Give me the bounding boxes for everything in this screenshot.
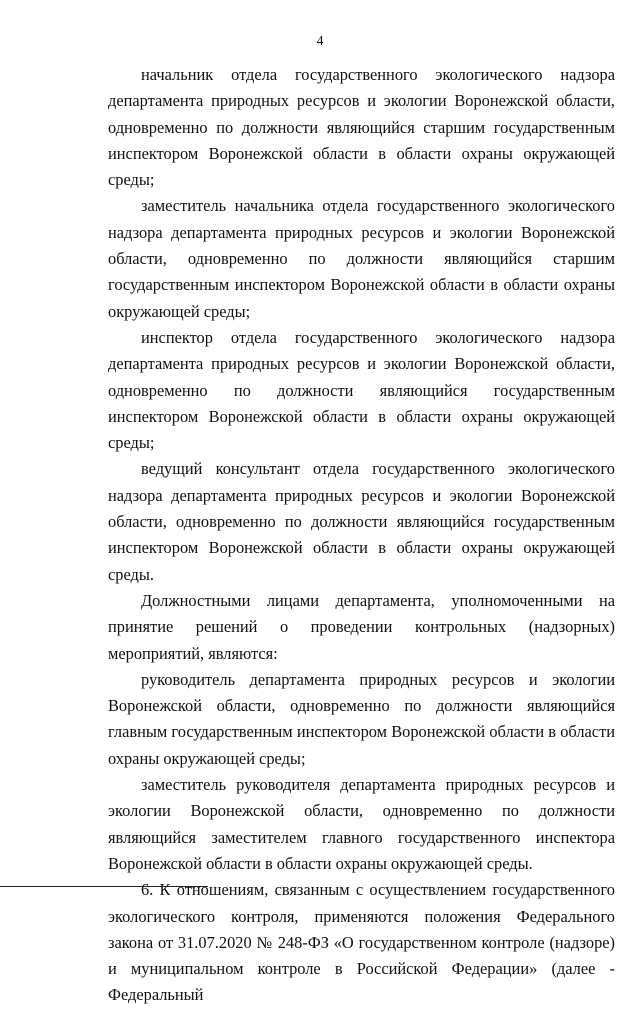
paragraph-department-head: руководитель департамента природных ресурсов и экологии Воронежской области, одновременно по должности являющийся главным государственным инспектором Воронежской области в области охраны окружающей среды; [108, 669, 615, 768]
paragraph-head-of-department-inspector: начальник отдела государственного экологического надзора департамента природных ресурсов и экологии Воронежской области, одновременно по должности являющийся старшим государственным инспектором Воронежской области в области охраны окружающей среды; [108, 65, 615, 190]
paragraph-deputy-head-inspector: заместитель начальника отдела государственного экологического надзора департамента природных ресурсов и экологии Воронежской области, одновременно по должности являющийся старшим государственным инспектором Воронежской области в области охраны окружающей среды; [108, 196, 615, 321]
paragraph-inspector: инспектор отдела государственного экологического надзора департамента природных ресурсов и экологии Воронежской области, одновременно по должности являющийся государственным инспектором Воронежской области в области охраны окружающей среды; [108, 327, 615, 453]
paragraph-leading-consultant: ведущий консультант отдела государственного экологического надзора департамента природных ресурсов и экологии Воронежской области, одновременно по должности являющийся государственным инспектором Воронежской области в области охраны окружающей среды. [108, 459, 615, 584]
paragraph-section-6: 6. К отношениям, связанным с осуществлением государственного экологического контроля, применяются положения Федерального закона от 31.07.2020 № 248-ФЗ «О государственном контроле (надзоре) и муниципальном контроле в Российской Федерации» (далее - Федеральный [108, 880, 615, 1005]
document-body [108, 62, 615, 1009]
page-number: 4 [316, 34, 324, 49]
paragraph-authorized-officials: Должностными лицами департамента, уполномоченными на принятие решений о проведении контрольных (надзорных) мероприятий, являются: [108, 590, 615, 663]
paragraph-deputy-department-head: заместитель руководителя департамента природных ресурсов и экологии Воронежской области, одновременно по должности являющийся заместителем главного государственного инспектора Воронежской области в области охраны окружающей среды. [108, 775, 615, 873]
footnote-separator-line [0, 886, 208, 887]
